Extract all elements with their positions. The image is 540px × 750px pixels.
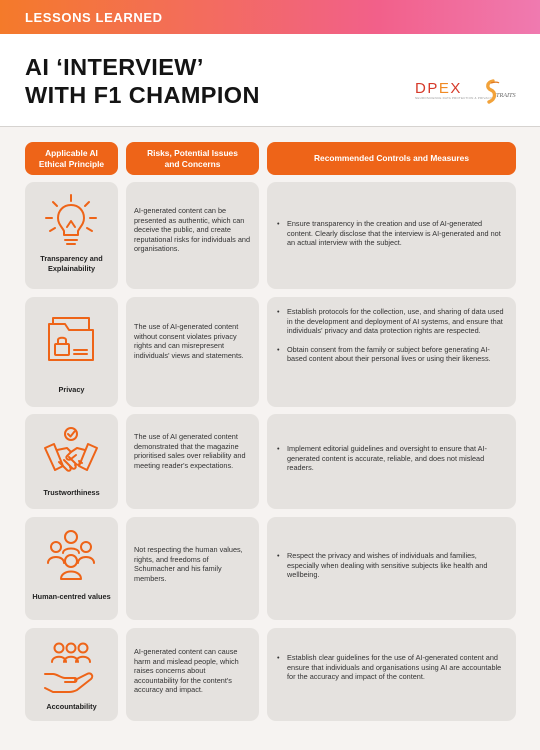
principle-cell — [25, 297, 118, 407]
control-item: • Ensure transparency in the creation and use of AI-generated content. Clearly disclose that the interview is AI-generated and not an actual interview with the subject. — [275, 219, 506, 248]
dpex-logo — [415, 80, 493, 102]
controls-cell — [267, 182, 516, 289]
risk-text: AI-generated content can be presented as authentic, which can deceive the public, and create reputational risks for individuals and organisations. — [134, 206, 251, 254]
controls-list — [275, 307, 506, 373]
control-item: • Obtain consent from the family or subject before generating AI-based content about their personal lives or using their likeness. — [275, 345, 506, 364]
control-item: • Establish protocols for the collection, use, and sharing of data used in the development and deployment of AI systems, and ensure that individuals' privacy and data protection rights are respected. — [275, 307, 506, 336]
risk-cell — [126, 414, 259, 509]
handshake-icon — [41, 422, 101, 482]
control-item: • Establish clear guidelines for the use of AI-generated content and ensure that individuals and organisations using AI are accountable for the accuracy and impact of the content. — [275, 653, 506, 682]
principle-label: Trustworthiness — [43, 488, 100, 497]
risk-cell — [126, 628, 259, 721]
lightbulb-icon — [41, 191, 101, 251]
controls-cell — [267, 517, 516, 620]
principle-cell — [25, 628, 118, 721]
principle-cell — [25, 517, 118, 620]
hand-holding-people-icon — [41, 638, 101, 698]
risk-text: The use of AI-generated content without consent violates privacy rights and can misrepresent individuals' views and statements. — [134, 322, 244, 360]
risk-cell — [126, 182, 259, 289]
dpex-tagline: NEUROSCIENCE DATA PROTECTION & PRIVACY — [415, 96, 493, 100]
control-item: • Respect the privacy and wishes of individuals and families, especially when dealing with sensitive subjects like health and wellbeing. — [275, 551, 506, 580]
risk-text: AI-generated content can cause harm and mislead people, which raises concerns about accountability for the content's accuracy and impact. — [134, 647, 239, 695]
risk-text: The use of AI generated content demonstrated that the magazine prioritised sales over reliability and meeting reader's expectations. — [134, 432, 246, 470]
controls-list — [275, 653, 506, 691]
header-principle: Applicable AI Ethical Principle — [25, 142, 118, 175]
risk-text: Not respecting the human values, rights, and freedoms of Schumacher and his family members. — [134, 545, 243, 583]
people-group-icon — [41, 525, 101, 585]
title-line-1: AI ‘INTERVIEW’ — [25, 54, 204, 80]
principle-cell — [25, 414, 118, 509]
dpex-logo-end: X — [450, 80, 462, 97]
principle-label: Human-centred values — [32, 592, 111, 601]
traits-logo-text: TRAITS — [496, 92, 516, 99]
risk-cell — [126, 297, 259, 407]
principle-label: Transparency and Explainability — [40, 254, 103, 273]
dpex-logo-start: DP — [415, 80, 439, 97]
locked-folder-icon — [41, 310, 101, 370]
dpex-logo-e: E — [438, 80, 451, 97]
controls-list — [275, 444, 506, 482]
controls-list — [275, 219, 506, 257]
top-banner — [0, 0, 540, 34]
header-controls: Recommended Controls and Measures — [267, 142, 516, 175]
control-item: • Implement editorial guidelines and oversight to ensure that AI-generated content is accurate, reliable, and does not mislead readers. — [275, 444, 506, 473]
controls-cell — [267, 414, 516, 509]
banner-label: LESSONS LEARNED — [25, 10, 163, 25]
risk-cell — [126, 517, 259, 620]
principle-label: Privacy — [58, 385, 85, 394]
controls-list — [275, 551, 506, 589]
header-risks: Risks, Potential Issues and Concerns — [126, 142, 259, 175]
traits-logo — [484, 79, 520, 107]
controls-cell — [267, 297, 516, 407]
title-line-2: WITH F1 CHAMPION — [25, 82, 260, 108]
principle-label: Accountability — [46, 702, 97, 711]
page-title — [25, 53, 260, 109]
principle-cell — [25, 182, 118, 289]
controls-cell — [267, 628, 516, 721]
